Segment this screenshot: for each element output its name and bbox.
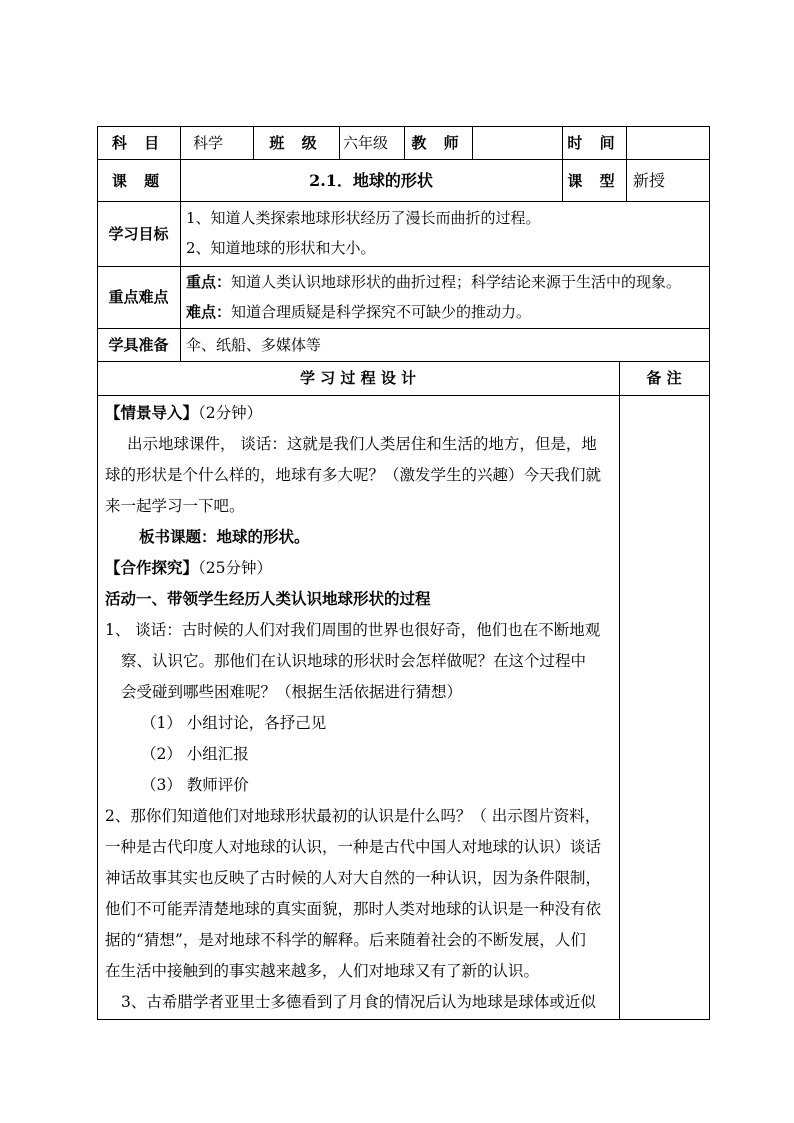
step-item: （3） 教师评价 <box>141 776 249 794</box>
coop-line <box>105 556 272 578</box>
class-value: 六年级 <box>343 134 389 152</box>
paragraph-line: 3、古希腊学者亚里士多德看到了月食的情况后认为地球是球体或近似 <box>121 993 596 1011</box>
paragraph-line: 察、认识它。那他们在认识地球的形状时会怎样做呢？在这个过程中 <box>121 652 587 670</box>
coop-time: （25分钟） <box>198 559 272 577</box>
col-divider <box>626 126 627 159</box>
paragraph-line: 神话故事其实也反映了古时候的人对大自然的一种认识，因为条件限制， <box>105 869 602 887</box>
focus-text: 知道人类认识地球形状的曲折过程；科学结论来源于生活中的现象。 <box>231 273 682 291</box>
focus-tag: 重点： <box>186 273 232 291</box>
paragraph-line: 1、 谈话：古时候的人们对我们周围的世界也很好奇，他们也在不断地观 <box>105 621 601 639</box>
goals-label: 学习目标 <box>108 225 169 243</box>
subject-value: 科学 <box>193 134 224 152</box>
goal-item: 2、知道地球的形状和大小。 <box>186 239 376 257</box>
paragraph-line: 2、那你们知道他们对地球形状最初的认识是什么吗？（ 出示图片资料， <box>105 807 601 825</box>
notes-col-divider <box>619 361 620 1020</box>
topic-label: 课 题 <box>111 172 166 190</box>
notes-heading: 备 注 <box>646 369 682 387</box>
intro-line <box>105 401 262 423</box>
class-label: 班 级 <box>269 134 323 152</box>
topic-value: 2.1．地球的形状 <box>309 171 433 190</box>
step-item: （1） 小组讨论，各抒己见 <box>141 714 327 732</box>
subject-label: 科 目 <box>111 134 166 152</box>
col-divider <box>626 159 627 201</box>
lesson-plan-table <box>97 126 710 1020</box>
paragraph-line: 在生活中接触到的事实越来越多，人们对地球又有了新的认识。 <box>105 962 540 980</box>
paragraph-line: 来一起学习一下吧。 <box>105 497 245 515</box>
paragraph-line: 据的“猜想”，是对地球不科学的解释。后来随着社会的不断发展，人们 <box>105 931 586 949</box>
board-title: 板书课题：地球的形状。 <box>139 527 310 546</box>
intro-time: （2分钟） <box>198 404 263 422</box>
intro-tag: 【情景导入】 <box>105 403 199 422</box>
coop-tag: 【合作探究】 <box>105 558 199 577</box>
type-value: 新授 <box>633 171 666 190</box>
paragraph-line: 一种是古代印度人对地球的认识，一种是古代中国人对地球的认识）谈话 <box>105 838 602 856</box>
step-item: （2） 小组汇报 <box>141 745 249 763</box>
materials-value: 伞、纸船、多媒体等 <box>186 336 322 354</box>
paragraph-line: 出示地球课件， 谈话：这就是我们人类居住和生活的地方，但是，地 <box>127 435 597 453</box>
paragraph-line: 他们不可能弄清楚地球的真实面貌，那时人类对地球的认识是一种没有依 <box>105 900 602 918</box>
table-border-left <box>97 126 98 1020</box>
table-border-right <box>709 126 710 1020</box>
difficulty-tag: 难点： <box>186 303 232 321</box>
paragraph-line: 球的形状是个什么样的，地球有多大呢？（激发学生的兴趣）今天我们就 <box>105 466 602 484</box>
type-label: 课 型 <box>567 172 621 190</box>
process-heading: 学 习 过 程 设 计 <box>299 369 417 387</box>
activity-heading: 活动一、带领学生经历人类认识地球形状的过程 <box>105 589 431 608</box>
teacher-label: 教 师 <box>411 134 465 152</box>
materials-label: 学具准备 <box>108 336 169 354</box>
goal-item: 1、知道人类探索地球形状经历了漫长而曲折的过程。 <box>186 209 541 227</box>
process-body <box>105 126 615 1020</box>
time-label: 时 间 <box>567 134 621 152</box>
difficulty-text: 知道合理质疑是科学探究不可缺少的推动力。 <box>231 303 532 321</box>
keypoints-label: 重点难点 <box>108 288 169 306</box>
paragraph-line: 会受碰到哪些困难呢？（根据生活依据进行猜想） <box>121 683 463 701</box>
